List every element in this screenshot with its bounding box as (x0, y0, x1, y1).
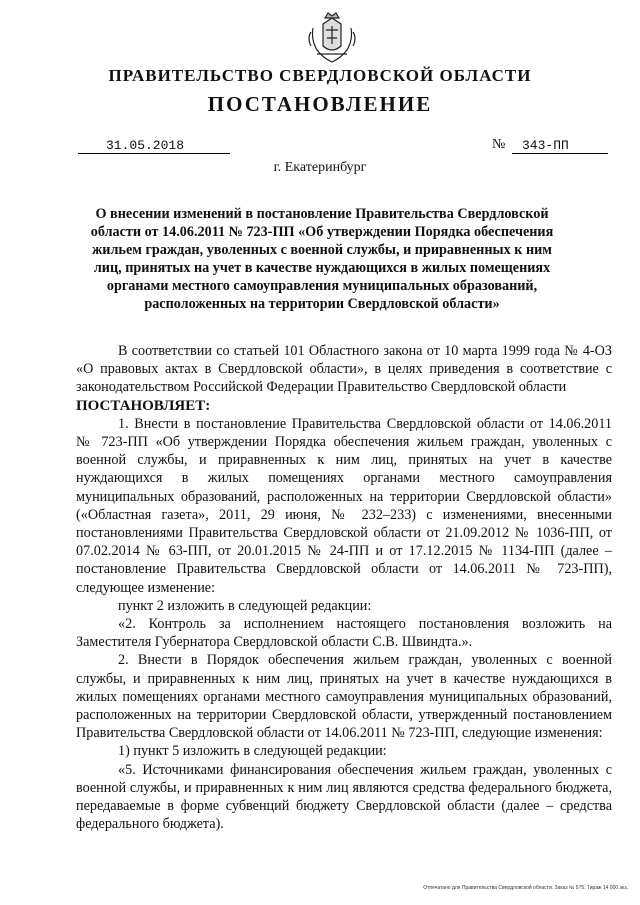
paragraph-2: 2. Внести в Порядок обеспечения жильем граждан, уволенных с военной службы, и приравненных к ним лиц, принятых на учет в качестве нуждающихся в жилых помещениях органами местного самоуправления муниципальных образований, расположенных на территории Свердловской области, утвержденный постановлением Правительства Свердловской области от 14.06.2011 № 723-ПП, следующие изменения: (76, 652, 612, 742)
paragraph-1b: «2. Контроль за исполнением настоящего постановления возложить на Заместителя Губернатора Свердловской области С.В. Швиндта.». (76, 616, 612, 651)
paragraph-1: 1. Внести в постановление Правительства Свердловской области от 14.06.2011 № 723-ПП «Об утверждении Порядка обеспечения жильем граждан, уволенных с военной службы, и приравненных к ним лиц, принятых на учет в качестве нуждающихся в жилых помещениях органами местного самоуправления муниципальных образований, расположенных на территории Свердловской области» («Областная газета», 2011, 29 июня, № 232–233) с изменениями, внесенными постановлениями Правительства Свердловской области от 21.09.2012 № 1036-ПП, от 07.02.2014 № 63-ПП, от 20.01.2015 № 24-ПП и от 17.12.2015 № 1134-ПП (далее – постановление Правительства Свердловской области от 14.06.2011 № 723-ПП), следующее изменение: (76, 415, 612, 596)
print-footer: Отпечатано для Правительства Свердловской области. Заказ № 575. Тираж 14 000 экз. (423, 885, 628, 891)
document-title: О внесении изменений в постановление Правительства Свердловской области от 14.06.2011 № 723-ПП «Об утверждении Порядка обеспечения жильем граждан, уволенных с военной службы, и приравненных к ним лиц, принятых на учет в качестве нуждающихся в жилых помещениях органами местного самоуправления муниципальных образований, расположенных на территории Свердловской области» (90, 206, 554, 312)
paragraph-1a: пункт 2 изложить в следующей редакции: (118, 597, 372, 614)
government-name: ПРАВИТЕЛЬСТВО СВЕРДЛОВСКОЙ ОБЛАСТИ (108, 66, 532, 85)
document-city: г. Екатеринбург (273, 160, 367, 175)
coat-of-arms-icon (303, 10, 361, 68)
document-body (76, 342, 612, 833)
intro-paragraph: В соответствии со статьей 101 Областного закона от 10 марта 1999 года № 4-ОЗ «О правовых актах в Свердловской области», в целях приведения в соответствие с законодательством Российской Федерации Правительство Свердловской области (76, 343, 612, 396)
document-date: 31.05.2018 (78, 138, 230, 154)
resolve-heading: ПОСТАНОВЛЯЕТ: (76, 397, 211, 414)
paragraph-2a: 1) пункт 5 изложить в следующей редакции: (118, 743, 387, 760)
document-type: ПОСТАНОВЛЕНИЕ (207, 92, 433, 116)
paragraph-2b: «5. Источниками финансирования обеспечения жильем граждан, уволенных с военной службы, и приравненных к ним лиц являются средства федерального бюджета, передаваемые в форме субвенций бюджету Свердловской области (далее – средства федерального бюджета). (76, 761, 612, 833)
number-label: № (492, 137, 506, 152)
document-number: 343-ПП (512, 138, 608, 154)
